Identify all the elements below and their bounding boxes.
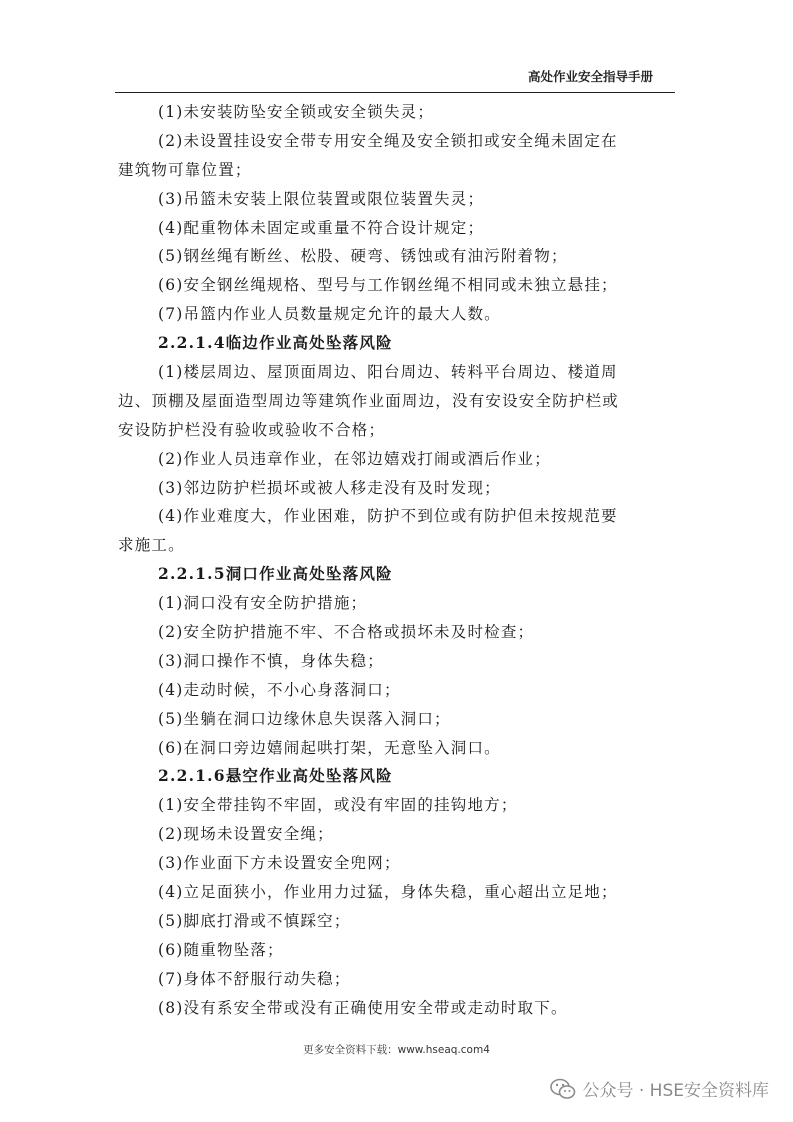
text-line: (3)洞口操作不慎，身体失稳；: [158, 651, 384, 670]
text-line: (8)没有系安全带或没有正确使用安全带或走动时取下。: [158, 998, 568, 1017]
section-heading: 2.2.1.4临边作业高处坠落风险: [158, 333, 393, 353]
text-line: (2)安全防护措施不牢、不合格或损坏未及时检查；: [158, 623, 535, 642]
text-line: (2)未设置挂设安全带专用安全绳及安全锁扣或安全绳未固定在: [158, 131, 618, 150]
text-line: (3)作业面下方未设置安全兜网；: [158, 854, 401, 873]
text-line: (4)配重物体未固定或重量不符合设计规定；: [158, 218, 485, 237]
page-header: [115, 64, 675, 93]
text-line: (2)现场未设置安全绳；: [158, 825, 334, 844]
text-line: 求施工。: [118, 536, 185, 555]
text-line: (5)坐躺在洞口边缘休息失误落入洞口；: [158, 709, 451, 728]
text-line: (4)立足面狭小，作业用力过猛，身体失稳，重心超出立足地；: [158, 883, 618, 902]
section-heading: 2.2.1.5洞口作业高处坠落风险: [158, 564, 393, 584]
document-body: [118, 98, 678, 1023]
watermark: [550, 1076, 769, 1101]
header-title: 高处作业安全指导手册: [527, 69, 653, 84]
text-line: 建筑物可靠位置；: [118, 160, 252, 179]
text-line: 安设防护栏没有验收或验收不合格；: [118, 420, 386, 439]
text-line: (4)走动时候，不小心身落洞口；: [158, 680, 401, 699]
text-line: (5)钢丝绳有断丝、松股、硬弯、锈蚀或有油污附着物；: [158, 247, 568, 266]
text-line: (1)洞口没有安全防护措施；: [158, 594, 368, 613]
wechat-icon: [550, 1078, 576, 1100]
text-line: (5)脚底打滑或不慎踩空；: [158, 911, 351, 930]
text-line: (6)随重物坠落；: [158, 940, 284, 959]
text-line: (2)作业人员违章作业，在邻边嬉戏打闹或酒后作业；: [158, 449, 551, 468]
text-line: (4)作业难度大，作业困难，防护不到位或有防护但未按规范要: [158, 507, 618, 526]
text-line: 边、顶棚及屋面造型周边等建筑作业面周边，没有安设安全防护栏或: [118, 391, 620, 410]
page-footer: 更多安全资料下载：www.hseaq.com4: [303, 1044, 490, 1056]
watermark-text: 公众号 · HSE安全资料库: [582, 1081, 769, 1101]
text-line: (6)安全钢丝绳规格、型号与工作钢丝绳不相同或未独立悬挂；: [158, 276, 618, 295]
text-line: (1)安全带挂钩不牢固，或没有牢固的挂钩地方；: [158, 796, 518, 815]
text-line: (7)身体不舒服行动失稳；: [158, 969, 351, 988]
text-line: (3)邻边防护栏损坏或被人移走没有及时发现；: [158, 478, 501, 497]
section-heading: 2.2.1.6悬空作业高处坠落风险: [158, 766, 393, 786]
text-line: (1)未安装防坠安全锁或安全锁失灵；: [158, 103, 435, 121]
text-line: (7)吊篮内作业人员数量规定允许的最大人数。: [158, 305, 501, 324]
text-line: (6)在洞口旁边嬉闹起哄打架，无意坠入洞口。: [158, 738, 501, 757]
text-line: (3)吊篮未安装上限位装置或限位装置失灵；: [158, 189, 485, 208]
text-line: (1)楼层周边、屋顶面周边、阳台周边、转料平台周边、楼道周: [158, 363, 618, 382]
